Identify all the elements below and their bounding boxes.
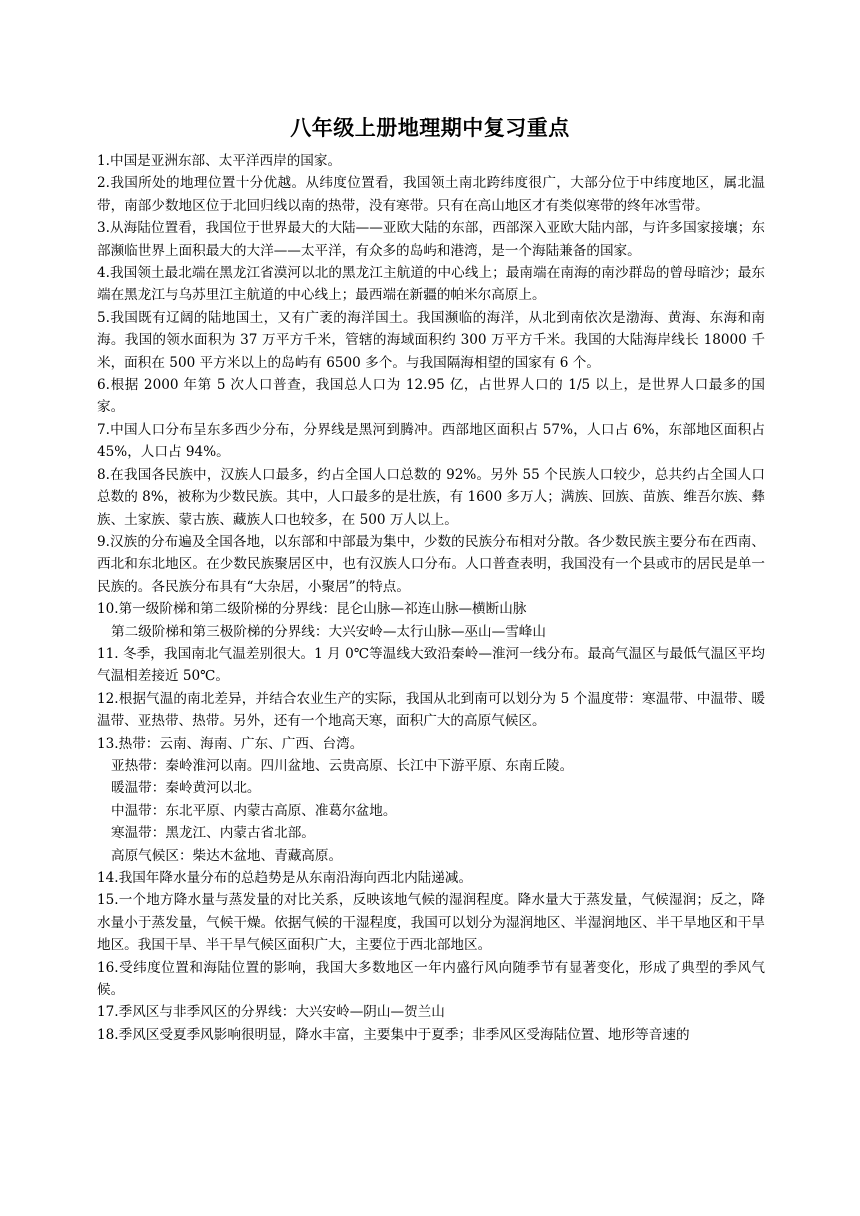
paragraph: 高原气候区：柴达木盆地、青藏高原。 [111, 847, 343, 864]
paragraph: 3.从海陆位置看，我国位于世界最大的大陆——亚欧大陆的东部，西部深入亚欧大陆内部，与许多国家接壤；东部濒临世界上面积最大的大洋——太平洋，有众多的岛屿和港湾，是一个海陆兼备的国家。 [97, 220, 765, 259]
paragraph: 暖温带：秦岭黄河以北。 [111, 780, 261, 797]
paragraph: 12.根据气温的南北差异，并结合农业生产的实际，我国从北到南可以划分为 5 个温度带：寒温带、中温带、暖温带、亚热带、热带。另外，还有一个地高天寒，面积广大的高原气候区。 [97, 690, 765, 730]
paragraph: 寒温带：黑龙江、内蒙古省北部。 [111, 825, 315, 842]
paragraph: 10.第一级阶梯和第二级阶梯的分界线：昆仑山脉—祁连山脉—横断山脉 [97, 601, 527, 618]
paragraph: 18.季风区受夏季风影响很明显，降水丰富，主要集中于夏季；非季风区受海陆位置、地形等音速的 [97, 1026, 690, 1043]
paragraph: 5.我国既有辽阔的陆地国土，又有广袤的海洋国土。我国濒临的海洋，从北到南依次是渤海、黄海、东海和南海。我国的领水面积为 37 万平方千米，管辖的海域面积约 300 万平方千米。我国的大陆海岸线长 18000 千米，面积在 500 平方米以上的岛屿有 6500 多个。与我国隔海相望的国家有 6 个。 [97, 309, 765, 371]
document-body [97, 150, 765, 1046]
paragraph: 14.我国年降水量分布的总趋势是从东南沿海向西北内陆递减。 [97, 870, 473, 886]
paragraph: 11. 冬季，我国南北气温差别很大。1 月 0℃等温线大致沿秦岭—淮河一线分布。最高气温区与最低气温区平均气温相差接近 50℃。 [97, 645, 765, 685]
paragraph: 17.季风区与非季风区的分界线：大兴安岭—阴山—贺兰山 [97, 1004, 445, 1021]
paragraph: 6.根据 2000 年第 5 次人口普查，我国总人口为 12.95 亿，占世界人口的 1/5 以上，是世界人口最多的国家。 [97, 377, 765, 416]
document-title: 八年级上册地理期中复习重点 [290, 115, 570, 140]
paragraph: 13.热带：云南、海南、广东、广西、台湾。 [97, 735, 364, 752]
paragraph: 亚热带：秦岭淮河以南。四川盆地、云贵高原、长江中下游平原、东南丘陵。 [111, 757, 574, 774]
paragraph: 2.我国所处的地理位置十分优越。从纬度位置看，我国领土南北跨纬度很广，大部分位于中纬度地区，属北温带，南部少数地区位于北回归线以南的热带，没有寒带。只有在高山地区才有类似寒带的终年冰雪带。 [97, 175, 765, 214]
paragraph: 第二级阶梯和第三极阶梯的分界线：大兴安岭—太行山脉—巫山—雪峰山 [111, 623, 546, 640]
paragraph: 中温带：东北平原、内蒙古高原、准葛尔盆地。 [111, 802, 397, 819]
paragraph: 7.中国人口分布呈东多西少分布，分界线是黑河到腾冲。西部地区面积占 57%，人口占 6%，东部地区面积占 45%，人口占 94%。 [97, 421, 765, 461]
paragraph: 16.受纬度位置和海陆位置的影响，我国大多数地区一年内盛行风向随季节有显著变化，形成了典型的季风气候。 [97, 959, 765, 999]
paragraph: 1.中国是亚洲东部、太平洋西岸的国家。 [97, 153, 342, 169]
paragraph: 15.一个地方降水量与蒸发量的对比关系，反映该地气候的湿润程度。降水量大于蒸发量，气候湿润；反之，降水量小于蒸发量，气候干燥。依据气候的干湿程度，我国可以划分为湿润地区、半湿润地区、半干旱地区和干旱地区。我国干旱、半干旱气候区面积广大，主要位于西北部地区。 [97, 892, 765, 954]
paragraph: 8.在我国各民族中，汉族人口最多，约占全国人口总数的 92%。另外 55 个民族人口较少，总共约占全国人口总数的 8%，被称为少数民族。其中，人口最多的是壮族，有 1600 多万人；满族、回族、苗族、维吾尔族、彝族、土家族、蒙古族、藏族人口也较多，在 500 万人以上。 [97, 466, 765, 528]
paragraph: 4.我国领土最北端在黑龙江省漠河以北的黑龙江主航道的中心线上；最南端在南海的南沙群岛的曾母暗沙；最东端在黑龙江与乌苏里江主航道的中心线上；最西端在新疆的帕米尔高原上。 [97, 265, 765, 304]
paragraph: 9.汉族的分布遍及全国各地，以东部和中部最为集中，少数的民族分布相对分散。各少数民族主要分布在西南、西北和东北地区。在少数民族聚居区中，也有汉族人口分布。人口普查表明，我国没有一个县或市的居民是单一民族的。各民族分布具有“大杂居，小聚居”的特点。 [97, 533, 765, 595]
